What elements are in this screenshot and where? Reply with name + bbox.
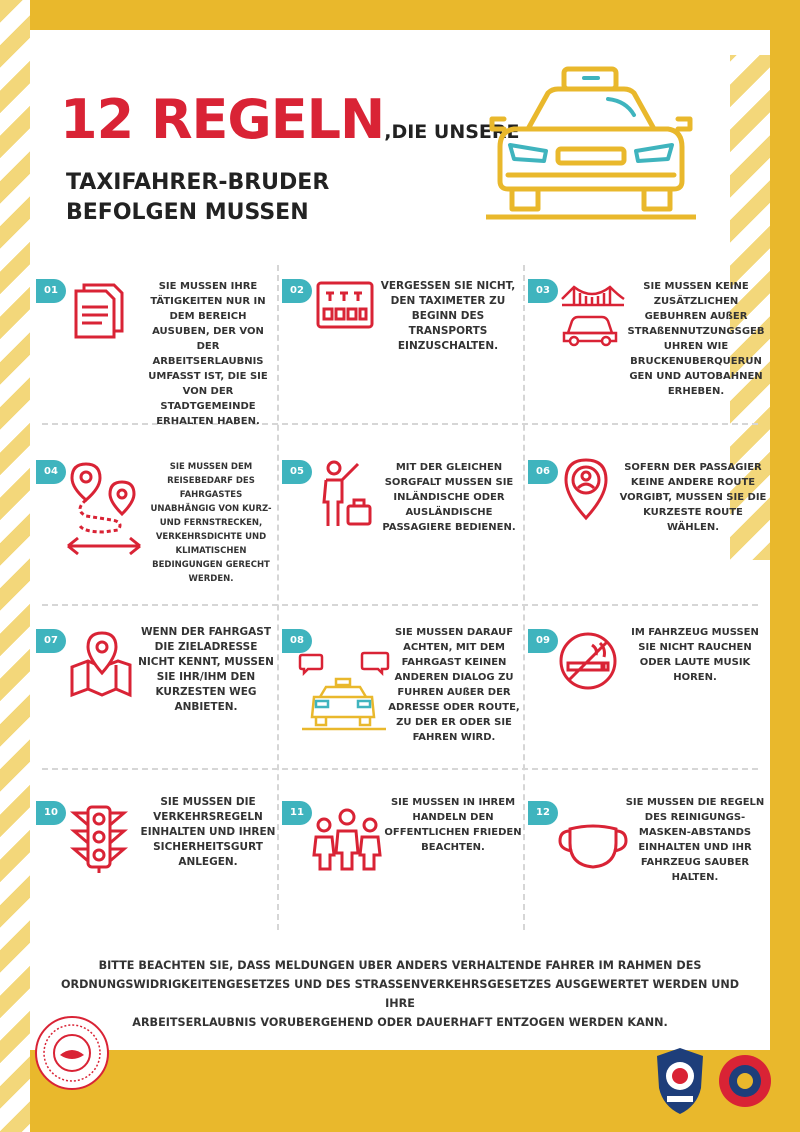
rule-number: 12 [528,801,558,825]
rule-text: SIE MUSSEN IN IHREM HANDELN DEN OFFENTLICHEN FRIEDEN BEACHTEN. [384,797,522,853]
rule-number: 10 [36,801,66,825]
subtitle-line1: TAXIFAHRER-BRUDER [66,170,330,195]
taximeter-icon [314,279,376,331]
rule-number: 08 [282,629,312,653]
traffic-light-icon [68,803,130,875]
route-icon [64,460,144,560]
location-person-icon [562,458,610,522]
rule-text: WENN DER FAHRGAST DIE ZIELADRESSE NICHT KENNT, MUSSEN SIE IHR/IHM DEN KURZESTEN WEG ANBIETEN. [138,626,274,713]
rule-03 [522,275,768,440]
rule-04 [30,456,276,621]
rule-number: 07 [36,629,66,653]
police-badge [653,1046,707,1116]
subtitle [66,168,386,228]
rule-number: 01 [36,279,66,303]
rule-number: 05 [282,460,312,484]
rule-text: SOFERN DER PASSAGIER KEINE ANDERE ROUTE VORGIBT, MUSSEN SIE DIE KURZESTE ROUTE WÄHLEN. [619,462,767,533]
rule-number: 09 [528,629,558,653]
rule-06 [522,456,768,621]
footer-line3: ARBEITSERLAUBNIS VORUBERGEHEND ODER DAUERHAFT ENTZOGEN WERDEN KANN. [132,1016,668,1029]
title-big: 12 REGELN [60,88,385,151]
footer-notice [60,956,740,1032]
gendarmerie-badge [712,1046,778,1116]
rule-number: 04 [36,460,66,484]
rule-08 [276,625,522,790]
footer-line1: BITTE BEACHTEN SIE, DASS MELDUNGEN UBER ANDERS VERHALTENDE FAHRER IM RAHMEN DES [98,959,702,972]
map-pin-icon [68,631,134,699]
rule-text: VERGESSEN SIE NICHT, DEN TAXIMETER ZU BEGINN DES TRANSPORTS EINZUSCHALTEN. [380,280,516,352]
rule-number: 03 [528,279,558,303]
rule-07 [30,625,276,790]
rule-10 [30,795,276,960]
rule-05 [276,456,522,621]
rule-text: MIT DER GLEICHEN SORGFALT MUSSEN SIE INLÄNDISCHE ODER AUSLÄNDISCHE PASSAGIERE BEDIENEN. [382,462,516,533]
documents-icon [68,279,134,343]
page-title [60,88,520,151]
ministry-emblem [34,1015,110,1091]
rule-number: 11 [282,801,312,825]
rule-text: SIE MUSSEN DIE VERKEHRSREGELN EINHALTEN UND IHREN SICHERHEITSGURT ANLEGEN. [140,796,276,868]
passenger-icon [316,458,374,530]
rule-text: SIE MUSSEN DEM REISEBEDARF DES FAHRGASTES UNABHÄNGIG VON KURZ- UND FERNSTRECKEN, VERKEHRSDICHTE UND KLIMATISCHEN BEDINGUNGEN GERECHT WERDEN. [150,462,272,584]
taxi-dialog-icon [298,651,390,735]
footer-line2: ORDNUNGSWIDRIGKEITENGESETZES UND DES STRASSENVERKEHRSGESETZES AUSGEWERTET WERDEN UND IHRE [60,978,740,1010]
rule-11 [276,795,522,960]
taxi-front-icon [486,65,696,225]
rule-text: SIE MUSSEN DARAUF ACHTEN, MIT DEM FAHRGAST KEINEN ANDEREN DIALOG ZU FUHREN AUßER DER ADRESSE ODER ROUTE, ZU DER ER ODER SIE FAHREN WIRD. [388,627,520,743]
no-smoking-icon [556,629,620,693]
rule-text: SIE MUSSEN DIE REGELN DES REINIGUNGS-MASKEN-ABSTANDS EINHALTEN UND IHR FAHRZEUG SAUBER HALTEN. [625,797,765,883]
rule-02 [276,275,522,440]
rule-text: SIE MUSSEN KEINE ZUSÄTZLICHEN GEBUHREN AUßER STRAßENNUTZUNGSGEB UHREN WIE BRUCKENUBERQUERUN GEN UND AUTOBAHNEN ERHEBEN. [627,281,765,397]
rule-text: SIE MUSSEN IHRE TÄTIGKEITEN NUR IN DEM BEREICH AUSUBEN, DER VON DER ARBEITSERLAUBNIS UMFASST IST, DIE SIE VON DER STADTGEMEINDE ERHALTEN HABEN. [148,281,268,427]
rule-09 [522,625,768,790]
rule-01 [30,275,276,440]
bridge-car-icon [560,283,626,347]
subtitle-line2: BEFOLGEN MUSSEN [66,200,309,225]
people-icon [310,807,384,871]
title-small: ,DIE UNSERE [384,121,520,143]
mask-icon [556,821,630,871]
rule-number: 02 [282,279,312,303]
rule-12 [522,795,768,960]
rule-number: 06 [528,460,558,484]
rule-text: IM FAHRZEUG MUSSEN SIE NICHT RAUCHEN ODER LAUTE MUSIK HOREN. [631,627,759,683]
